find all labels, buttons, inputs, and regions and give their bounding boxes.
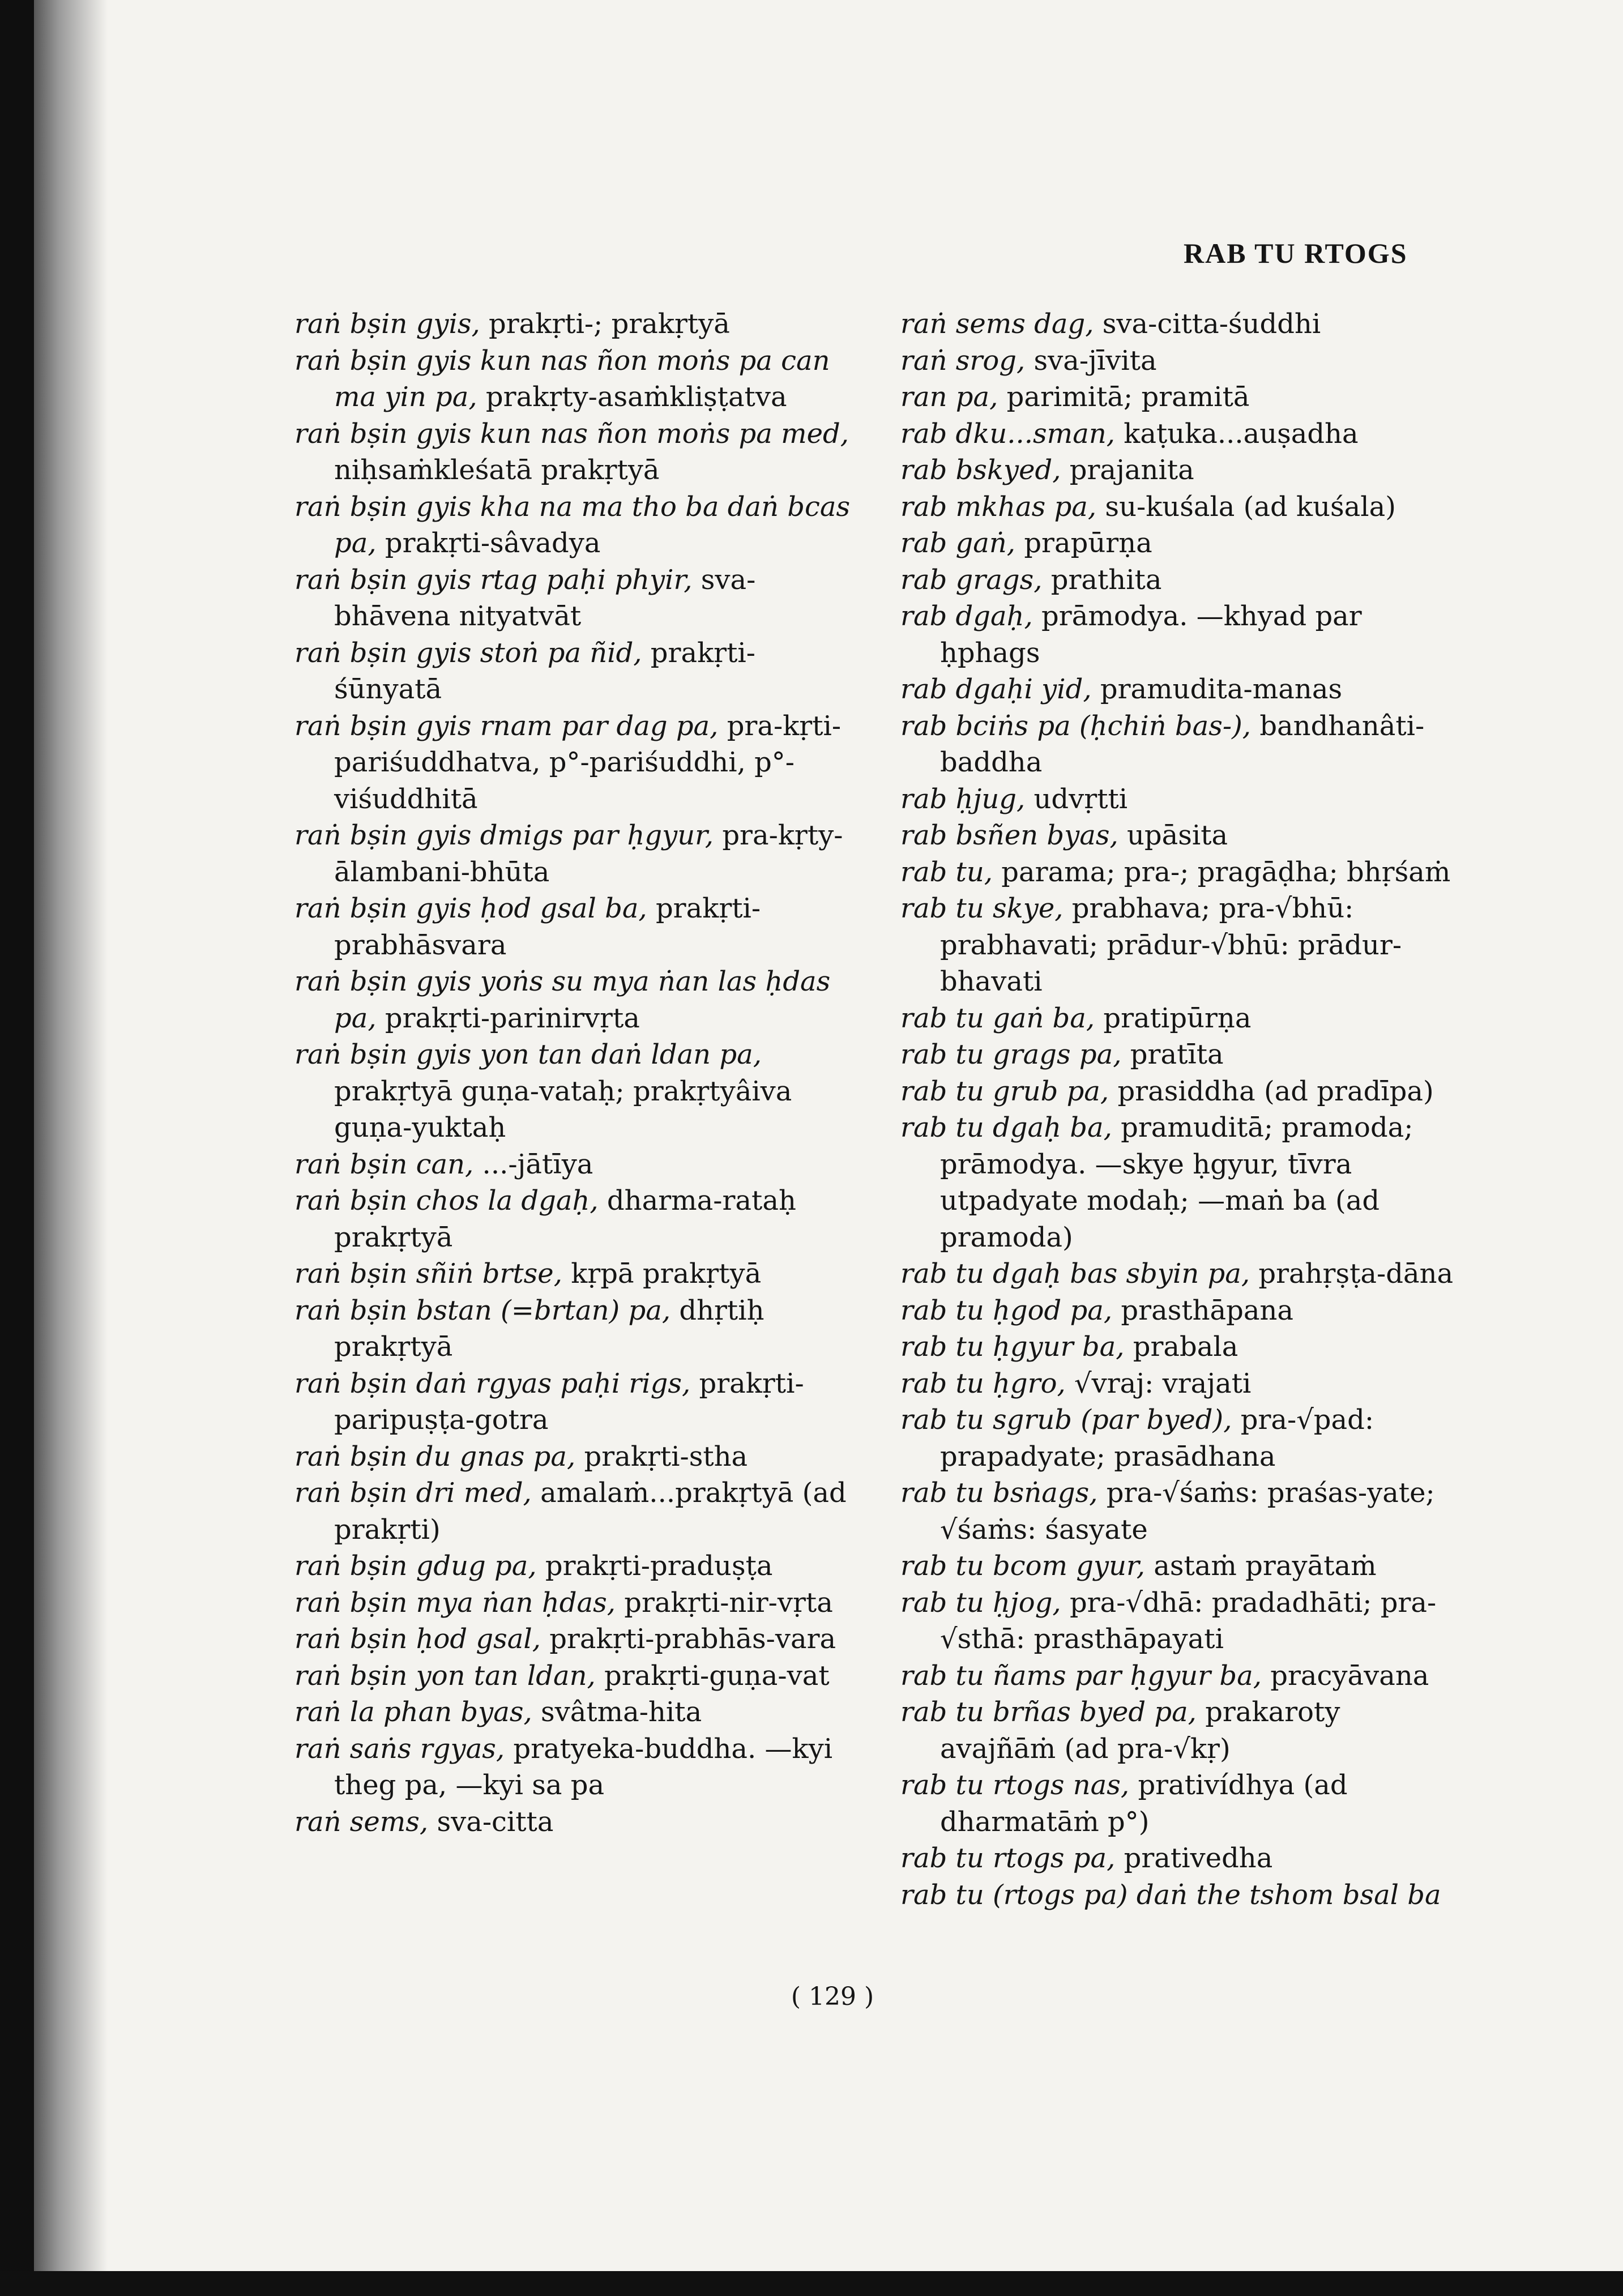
- tibetan-headword: raṅ bṣin sñiṅ brtse,: [294, 1258, 562, 1290]
- sanskrit-equivalent: prakṛti-sâvadya: [376, 527, 601, 559]
- tibetan-headword: raṅ bṣin yon tan ldan,: [294, 1659, 596, 1692]
- sanskrit-equivalent: prakṛti-stha: [575, 1440, 748, 1473]
- tibetan-headword: rab tu grub pa,: [900, 1075, 1109, 1107]
- dictionary-entry: [294, 1146, 861, 1183]
- dictionary-entry: [900, 1292, 1461, 1329]
- tibetan-headword: rab dgaḥi yid,: [900, 673, 1092, 705]
- tibetan-headword: raṅ bṣin gyis yon tan daṅ ldan pa,: [294, 1039, 762, 1070]
- sanskrit-equivalent: dhṛtiḥ prakṛtyā: [334, 1294, 764, 1363]
- sanskrit-equivalent: pratīta: [1121, 1039, 1224, 1070]
- right-column: [900, 306, 1461, 1913]
- dictionary-entry: [294, 963, 861, 1036]
- sanskrit-equivalent: prakṛti-praduṣṭa: [536, 1550, 773, 1582]
- sanskrit-equivalent: upāsita: [1118, 820, 1228, 851]
- sanskrit-equivalent: sva-citta-śuddhi: [1094, 308, 1321, 340]
- page-number: ( 129 ): [791, 1982, 874, 2011]
- tibetan-headword: ran pa,: [900, 381, 998, 413]
- sanskrit-equivalent: prakṛty-asaṁkliṣṭatva: [477, 381, 787, 413]
- dictionary-entry: [900, 1365, 1461, 1402]
- tibetan-headword: raṅ bṣin gdug pa,: [294, 1550, 537, 1582]
- tibetan-headword: rab tu bsṅags,: [900, 1477, 1098, 1509]
- dictionary-entry: [294, 1585, 861, 1621]
- dictionary-entry: [900, 854, 1461, 891]
- tibetan-headword: rab tu (rtogs pa) daṅ the tshom bsal ba: [900, 1879, 1441, 1911]
- tibetan-headword: raṅ bṣin ḥod gsal,: [294, 1623, 541, 1655]
- dictionary-entry: [900, 1073, 1461, 1110]
- tibetan-headword: rab dku...sman,: [900, 417, 1115, 450]
- tibetan-headword: raṅ bṣin gyis,: [294, 308, 480, 340]
- tibetan-headword: rab tu ḥjog,: [900, 1586, 1061, 1619]
- dictionary-entry: [294, 1365, 861, 1439]
- tibetan-headword: rab tu ñams par ḥgyur ba,: [900, 1659, 1262, 1692]
- tibetan-headword: rab mkhas pa,: [900, 490, 1097, 523]
- tibetan-headword: rab bsñen byas,: [900, 820, 1118, 851]
- tibetan-headword: raṅ sems dag,: [900, 308, 1094, 340]
- tibetan-headword: raṅ saṅs rgyas,: [294, 1732, 505, 1765]
- dictionary-entry: [900, 562, 1461, 599]
- tibetan-headword: raṅ bṣin gyis kun nas ñon moṅs pa med,: [294, 417, 849, 450]
- tibetan-headword: raṅ bṣin gyis stoṅ pa ñid,: [294, 637, 642, 669]
- sanskrit-equivalent: udvṛtti: [1025, 783, 1128, 815]
- sanskrit-equivalent: prakṛti-guṇa-vat: [595, 1659, 830, 1692]
- sanskrit-equivalent: prasthāpana: [1112, 1294, 1294, 1326]
- book-spine-edge: [0, 0, 34, 2296]
- dictionary-entry: [294, 343, 861, 416]
- tibetan-headword: raṅ bṣin daṅ rgyas paḥi rigs,: [294, 1367, 691, 1399]
- tibetan-headword: rab tu gaṅ ba,: [900, 1002, 1095, 1034]
- dictionary-entry: [900, 1548, 1461, 1585]
- tibetan-headword: rab tu,: [900, 856, 993, 888]
- tibetan-headword: rab tu ḥgro,: [900, 1367, 1066, 1399]
- sanskrit-equivalent: parimitā; pramitā: [998, 381, 1250, 413]
- tibetan-headword: raṅ bṣin du gnas pa,: [294, 1440, 576, 1473]
- dictionary-entry: [900, 525, 1461, 562]
- sanskrit-equivalent: prakṛti-parinirvṛta: [376, 1002, 640, 1034]
- sanskrit-equivalent: prabhava; pra-√bhū: prabhavati; prādur-√bhū: prādur-bhavati: [940, 893, 1402, 997]
- dictionary-entry: [900, 1109, 1461, 1256]
- sanskrit-equivalent: pra-√pad: prapadyate; prasādhana: [940, 1404, 1374, 1473]
- dictionary-entry: [900, 817, 1461, 854]
- dictionary-entry: [294, 1804, 861, 1841]
- dictionary-entry: [900, 598, 1461, 671]
- dictionary-entry: [900, 1658, 1461, 1695]
- sanskrit-equivalent: prakṛti-; prakṛtyā: [480, 308, 730, 340]
- sanskrit-equivalent: kaṭuka...auṣadha: [1114, 417, 1359, 450]
- dictionary-entry: [294, 817, 861, 890]
- tibetan-headword: rab tu grags pa,: [900, 1039, 1122, 1070]
- sanskrit-equivalent: sva-jīvita: [1025, 344, 1157, 377]
- dictionary-entry: [900, 1694, 1461, 1767]
- dictionary-entry: [900, 452, 1461, 489]
- sanskrit-equivalent: sva-bhāvena nityatvāt: [334, 564, 756, 632]
- sanskrit-equivalent: √vraj: vrajati: [1065, 1367, 1252, 1399]
- tibetan-headword: raṅ bṣin chos la dgaḥ,: [294, 1185, 599, 1217]
- dictionary-entry: [900, 306, 1461, 343]
- dictionary-entry: [900, 1256, 1461, 1292]
- dictionary-entry: [294, 1731, 861, 1804]
- dictionary-entry: [900, 1329, 1461, 1365]
- dictionary-entry: [900, 671, 1461, 708]
- sanskrit-equivalent: astaṁ prayātaṁ: [1144, 1550, 1377, 1582]
- sanskrit-equivalent: ...-jātīya: [473, 1148, 593, 1180]
- tibetan-headword: raṅ sems,: [294, 1806, 429, 1838]
- sanskrit-equivalent: prakaroty avajñāṁ (ad pra-√kṛ): [940, 1696, 1340, 1765]
- sanskrit-equivalent: amalaṁ...prakṛtyā (ad prakṛti): [334, 1477, 847, 1546]
- sanskrit-equivalent: dharma-rataḥ prakṛtyā: [334, 1185, 796, 1253]
- sanskrit-equivalent: prakṛtyā guṇa-vataḥ; prakṛtyâiva guṇa-yuktaḥ: [334, 1075, 792, 1143]
- sanskrit-equivalent: niḥsaṁkleśatā prakṛtyā: [334, 454, 660, 486]
- sanskrit-equivalent: pramuditā; pramoda; prāmodya. —skye ḥgyur, tīvra utpadyate modaḥ; —maṅ ba (ad pramoda): [940, 1112, 1413, 1253]
- dictionary-entry: [294, 635, 861, 708]
- tibetan-headword: raṅ bṣin dri med,: [294, 1477, 532, 1509]
- tibetan-headword: rab tu rtogs pa,: [900, 1842, 1116, 1874]
- tibetan-headword: raṅ bṣin can,: [294, 1148, 474, 1180]
- scan-bottom-edge: [0, 2271, 1623, 2296]
- sanskrit-equivalent: pramudita-manas: [1091, 673, 1343, 705]
- tibetan-headword: raṅ bṣin gyis kun nas ñon moṅs pa can ma yin pa,: [294, 344, 830, 413]
- tibetan-headword: rab bciṅs pa (ḥchiṅ bas-),: [900, 710, 1252, 742]
- dictionary-entry: [294, 1439, 861, 1475]
- sanskrit-equivalent: pracyāvana: [1261, 1659, 1429, 1692]
- dictionary-entry: [900, 1036, 1461, 1073]
- dictionary-entry: [900, 1767, 1461, 1840]
- dictionary-entry: [900, 708, 1461, 781]
- sanskrit-equivalent: prakṛti-paripuṣṭa-gotra: [334, 1367, 804, 1436]
- dictionary-entry: [900, 1000, 1461, 1037]
- dictionary-entry: [294, 890, 861, 963]
- dictionary-entry: [294, 708, 861, 818]
- tibetan-headword: rab tu rtogs nas,: [900, 1769, 1130, 1801]
- sanskrit-equivalent: prakṛti-śūnyatā: [334, 637, 755, 705]
- dictionary-entry: [294, 1621, 861, 1658]
- tibetan-headword: rab tu dgaḥ bas sbyin pa,: [900, 1258, 1250, 1290]
- sanskrit-equivalent: prahṛṣṭa-dāna: [1250, 1258, 1454, 1290]
- tibetan-headword: rab tu dgaḥ ba,: [900, 1112, 1112, 1143]
- tibetan-headword: rab dgaḥ,: [900, 600, 1033, 632]
- tibetan-headword: raṅ bṣin gyis kha na ma tho ba daṅ bcas pa,: [294, 490, 851, 559]
- tibetan-headword: raṅ srog,: [900, 344, 1026, 377]
- tibetan-headword: rab tu bcom gyur,: [900, 1550, 1145, 1582]
- sanskrit-equivalent: prasiddha (ad pradīpa): [1109, 1075, 1434, 1107]
- tibetan-headword: rab grags,: [900, 564, 1043, 596]
- sanskrit-equivalent: prabala: [1124, 1331, 1238, 1363]
- dictionary-entry: [294, 489, 861, 562]
- tibetan-headword: rab tu brñas byed pa,: [900, 1696, 1197, 1728]
- sanskrit-equivalent: prāmodya. —khyad par ḥphags: [940, 600, 1362, 669]
- sanskrit-equivalent: pratipūrṇa: [1095, 1002, 1252, 1034]
- dictionary-entry: [294, 1475, 861, 1548]
- tibetan-headword: rab bskyed,: [900, 454, 1061, 486]
- dictionary-entry: [900, 489, 1461, 526]
- tibetan-headword: rab ḥjug,: [900, 783, 1026, 815]
- sanskrit-equivalent: kṛpā prakṛtyā: [562, 1258, 762, 1290]
- dictionary-entry: [900, 416, 1461, 453]
- tibetan-headword: raṅ bṣin gyis rtag paḥi phyir,: [294, 564, 693, 596]
- dictionary-entry: [900, 1585, 1461, 1658]
- dictionary-entry: [294, 562, 861, 635]
- sanskrit-equivalent: pra-kṛty-ālambani-bhūta: [334, 820, 843, 888]
- sanskrit-equivalent: pra-√dhā: pradadhāti; pra-√sthā: prasthāpayati: [940, 1586, 1437, 1655]
- dictionary-entry: [294, 1658, 861, 1695]
- sanskrit-equivalent: prajanita: [1061, 454, 1194, 486]
- sanskrit-equivalent: parama; pra-; pragāḍha; bhṛśaṁ: [993, 856, 1451, 888]
- dictionary-entry: [294, 1036, 861, 1146]
- tibetan-headword: raṅ la phan byas,: [294, 1696, 532, 1728]
- tibetan-headword: raṅ bṣin gyis dmigs par ḥgyur,: [294, 820, 714, 851]
- dictionary-entry: [900, 781, 1461, 818]
- sanskrit-equivalent: prapūrṇa: [1015, 527, 1152, 559]
- sanskrit-equivalent: su-kuśala (ad kuśala): [1096, 490, 1396, 523]
- dictionary-entry: [294, 1548, 861, 1585]
- dictionary-entry: [294, 1694, 861, 1731]
- sanskrit-equivalent: pra-√śaṁs: praśas-yate; √śaṁs: śasyate: [940, 1477, 1435, 1546]
- dictionary-entry: [900, 379, 1461, 416]
- sanskrit-equivalent: prathita: [1042, 564, 1162, 596]
- sanskrit-equivalent: svâtma-hita: [532, 1696, 702, 1728]
- tibetan-headword: rab tu ḥgod pa,: [900, 1294, 1113, 1326]
- sanskrit-equivalent: prakṛti-nir-vṛta: [615, 1586, 833, 1619]
- sanskrit-equivalent: prakṛti-prabhāsvara: [334, 893, 761, 961]
- sanskrit-equivalent: prativedha: [1115, 1842, 1273, 1874]
- sanskrit-equivalent: sva-citta: [428, 1806, 554, 1838]
- tibetan-headword: rab tu sgrub (par byed),: [900, 1404, 1232, 1436]
- dictionary-entry: [900, 890, 1461, 1000]
- running-head: RAB TU RTOGS: [1184, 237, 1408, 269]
- sanskrit-equivalent: prakṛti-prabhās-vara: [541, 1623, 836, 1655]
- sanskrit-equivalent: pratyeka-buddha. —kyi theg pa, —kyi sa pa: [334, 1732, 833, 1801]
- tibetan-headword: raṅ bṣin mya ṅan ḥdas,: [294, 1586, 616, 1619]
- dictionary-entry: [900, 343, 1461, 379]
- dictionary-entry: [294, 1183, 861, 1256]
- dictionary-entry: [900, 1475, 1461, 1548]
- dictionary-entry: [900, 1877, 1461, 1914]
- dictionary-entry: [294, 306, 861, 343]
- tibetan-headword: rab tu ḥgyur ba,: [900, 1331, 1125, 1363]
- dictionary-entry: [900, 1402, 1461, 1475]
- dictionary-entry: [900, 1840, 1461, 1877]
- left-column: [294, 306, 861, 1840]
- dictionary-entry: [294, 1256, 861, 1292]
- tibetan-headword: rab tu skye,: [900, 893, 1064, 924]
- sanskrit-equivalent: prativídhya (ad dharmatāṁ p°): [940, 1769, 1348, 1838]
- sanskrit-equivalent: bandhanâti-baddha: [940, 710, 1425, 778]
- sanskrit-equivalent: pra-kṛti-pariśuddhatva, p°-pariśuddhi, p°-viśuddhitā: [334, 710, 842, 815]
- tibetan-headword: raṅ bṣin gyis rnam par dag pa,: [294, 710, 719, 742]
- dictionary-entry: [294, 416, 861, 489]
- tibetan-headword: raṅ bṣin gyis ḥod gsal ba,: [294, 893, 647, 924]
- dictionary-entry: [294, 1292, 861, 1365]
- tibetan-headword: rab gaṅ,: [900, 527, 1016, 559]
- tibetan-headword: raṅ bṣin bstan (=brtan) pa,: [294, 1294, 671, 1326]
- tibetan-headword: raṅ bṣin gyis yoṅs su mya ṅan las ḥdas pa,: [294, 966, 831, 1034]
